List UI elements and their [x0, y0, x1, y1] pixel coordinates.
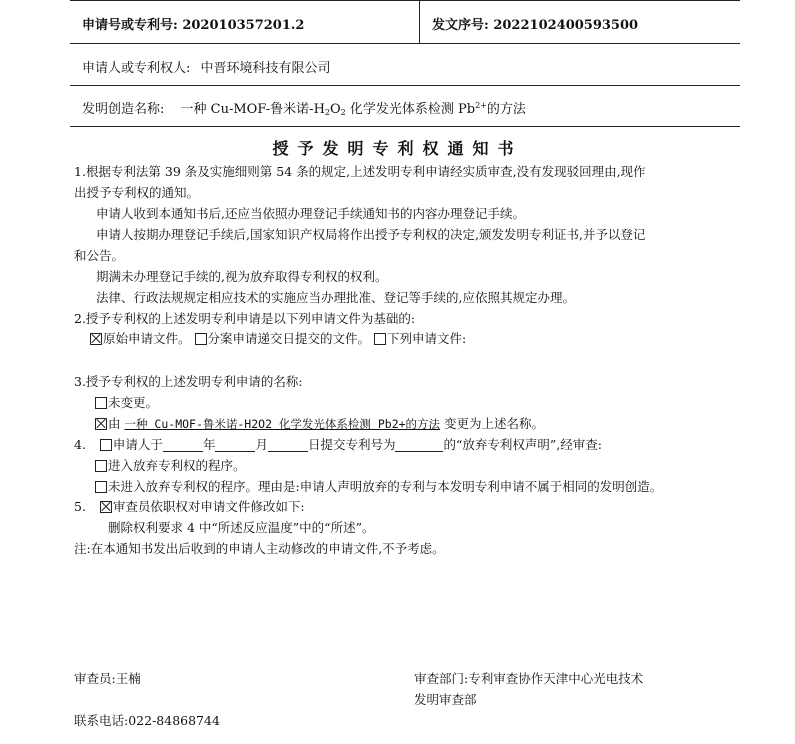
year-blank: [163, 439, 203, 452]
header-divider: [419, 0, 420, 44]
enter-abandonment-label: 进入放弃专利权的程序。: [108, 458, 246, 473]
application-number-label: 申请号或专利号:: [82, 18, 178, 33]
name-unchanged-label: 未变更。: [108, 395, 159, 410]
section4-text-a: 申请人于: [112, 437, 163, 452]
section5-number: 5.: [74, 499, 86, 514]
dispatch-number-label: 发文序号:: [432, 18, 489, 33]
section1-paragraph4: 期满未办理登记手续的,视为放弃取得专利权的权利。: [96, 269, 388, 284]
section1-paragraph3-line2: 和公告。: [74, 248, 125, 263]
name-unchanged-checkbox[interactable]: [95, 397, 107, 409]
section4-option2: [95, 481, 662, 494]
original-documents-checkbox[interactable]: [90, 333, 102, 345]
name-changed-suffix: 变更为上述名称。: [444, 416, 545, 431]
month-label: 月: [255, 437, 268, 452]
notice-title: 授予发明专利权通知书: [272, 139, 523, 158]
section3-option1: [95, 397, 158, 410]
section4-text-b: 日提交专利号为: [307, 437, 396, 452]
name-changed-checkbox[interactable]: [95, 418, 107, 430]
year-label: 年: [202, 437, 216, 452]
examiner-amendment-label: 审查员依职权对申请文件修改如下:: [112, 499, 305, 514]
contact-phone: 联系电话:022-84868744: [74, 713, 220, 728]
section1-paragraph5: 法律、行政法规规定相应技术的实施应当办理批准、登记等手续的,应依照其规定办理。: [96, 290, 575, 305]
name-changed-prefix: 由: [108, 416, 121, 431]
dispatch-number-row: [432, 14, 638, 33]
section1-paragraph2: 申请人收到本通知书后,还应当依照办理登记手续通知书的内容办理登记手续。: [96, 206, 525, 221]
section1-paragraph1-line2: 出授予专利权的通知。: [74, 185, 200, 200]
month-blank: [215, 439, 255, 452]
section3-option2: [95, 418, 544, 431]
section4-line: [74, 439, 602, 452]
old-invention-name: 一种 Cu-MOF-鲁米诺-H2O2 化学发光体系检测 Pb2+的方法: [124, 417, 441, 431]
applicant-row: [82, 57, 331, 76]
divisional-documents-label: 分案申请递交日提交的文件。: [207, 331, 371, 346]
application-number-value: 202010357201.2: [182, 18, 305, 33]
header-top-rule: [70, 0, 740, 1]
original-documents-label: 原始申请文件。: [103, 331, 191, 346]
section1-paragraph3-line1: 申请人按期办理登记手续后,国家知识产权局将作出授予专利权的决定,颁发发明专利证书,并予以登记: [96, 227, 646, 242]
examination-department-line1: 审查部门:专利审查协作天津中心光电技术: [414, 671, 644, 686]
header-rule-3: [70, 126, 740, 127]
following-documents-checkbox[interactable]: [374, 333, 386, 345]
section2-options: [90, 333, 466, 346]
enter-abandonment-checkbox[interactable]: [95, 460, 107, 472]
abandonment-checkbox[interactable]: [100, 439, 112, 451]
invention-name-row: [82, 98, 526, 117]
section5-line: [74, 501, 305, 514]
not-enter-abandonment-label: 未进入放弃专利权的程序。理由是:申请人声明放弃的专利与本发明专利申请不属于相同的发明创造。: [108, 479, 663, 494]
section1-paragraph1-line1: 1.根据专利法第 39 条及实施细则第 54 条的规定,上述发明专利申请经实质审查,没有发现驳回理由,现作: [74, 164, 646, 179]
section3-heading: 3.授予专利权的上述发明专利申请的名称:: [74, 374, 303, 389]
invention-name-label: 发明创造名称:: [82, 102, 165, 117]
applicant-value: 中晋环境科技有限公司: [200, 61, 331, 76]
section5-detail: 删除权利要求 4 中“所述反应温度”中的“所述”。: [108, 520, 375, 535]
header-rule-1: [70, 43, 740, 44]
section4-number: 4.: [74, 437, 86, 452]
not-enter-abandonment-checkbox[interactable]: [95, 481, 107, 493]
examiner-name: 审查员:王楠: [74, 671, 141, 686]
patent-number-blank: [395, 439, 443, 452]
examiner-amendment-checkbox[interactable]: [100, 501, 112, 513]
following-documents-label: 下列申请文件:: [387, 331, 467, 346]
section4-text-c: 的“放弃专利权声明”,经审查:: [443, 437, 602, 452]
applicant-label: 申请人或专利权人:: [82, 61, 191, 76]
section2-heading: 2.授予专利权的上述发明专利申请是以下列申请文件为基础的:: [74, 311, 416, 326]
notice-note: 注:在本通知书发出后收到的申请人主动修改的申请文件,不予考虑。: [74, 541, 445, 556]
dispatch-number-value: 2022102400593500: [493, 18, 639, 33]
day-blank: [268, 439, 308, 452]
application-number-row: [82, 14, 304, 33]
header-rule-2: [70, 85, 740, 86]
divisional-documents-checkbox[interactable]: [195, 333, 207, 345]
invention-name-value: 一种 Cu-MOF-鲁米诺$-H_2O_2$ 化学发光体系检测 $Pb^{2+}$的方法: [180, 101, 526, 117]
examination-department-line2: 发明审查部: [414, 692, 477, 707]
section4-option1: [95, 460, 246, 473]
